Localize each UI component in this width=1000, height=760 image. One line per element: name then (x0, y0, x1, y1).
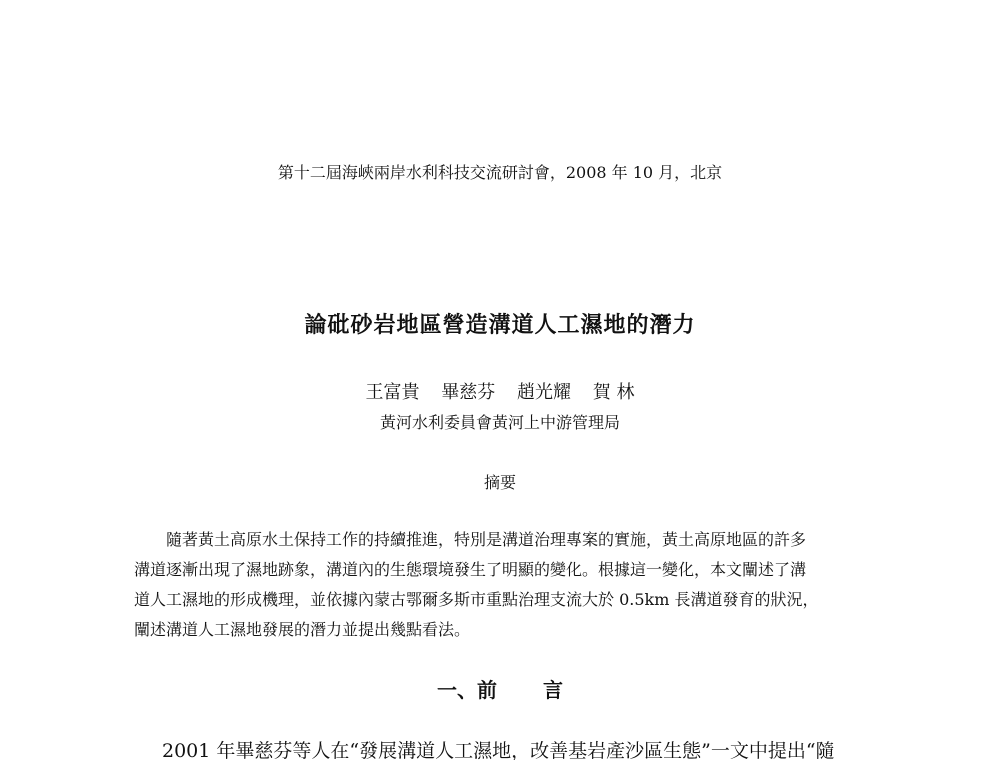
abstract-line: 闡述溝道人工濕地發展的潛力並提出幾點看法。 (134, 620, 471, 639)
author-name: 趙光耀 (517, 382, 571, 403)
body-paragraph-line: 2001 年畢慈芬等人在“發展溝道人工濕地，改善基岩產沙區生態”一文中提出“隨 (162, 740, 835, 760)
abstract-body (134, 525, 889, 645)
abstract-line: 溝道逐漸出現了濕地跡象，溝道內的生態環境發生了明顯的變化。根據這一變化，本文闡述了溝 (134, 560, 807, 579)
abstract-line: 隨著黃土高原水土保持工作的持續推進，特別是溝道治理專案的實施，黃土高原地區的許多 (166, 530, 807, 549)
section-heading-introduction (0, 674, 1000, 703)
author-list (0, 378, 1000, 404)
abstract-heading: 摘要 (483, 473, 516, 492)
author-name: 賀 林 (592, 382, 635, 403)
section-word: 言 (543, 678, 563, 702)
conference-line: 第十二屆海峽兩岸水利科技交流研討會，2008 年 10 月，北京 (277, 163, 723, 182)
paper-title: 論砒砂岩地區營造溝道人工濕地的潛力 (304, 312, 696, 338)
abstract-line: 道人工濕地的形成機理，並依據內蒙古鄂爾多斯市重點治理支流大於 0.5km 長溝道發育的狀況， (134, 590, 819, 609)
author-name: 王富貴 (365, 382, 420, 403)
author-affiliation: 黃河水利委員會黃河上中游管理局 (379, 413, 620, 432)
author-name: 畢慈芬 (441, 382, 496, 403)
section-number: 一、前 (437, 678, 497, 702)
